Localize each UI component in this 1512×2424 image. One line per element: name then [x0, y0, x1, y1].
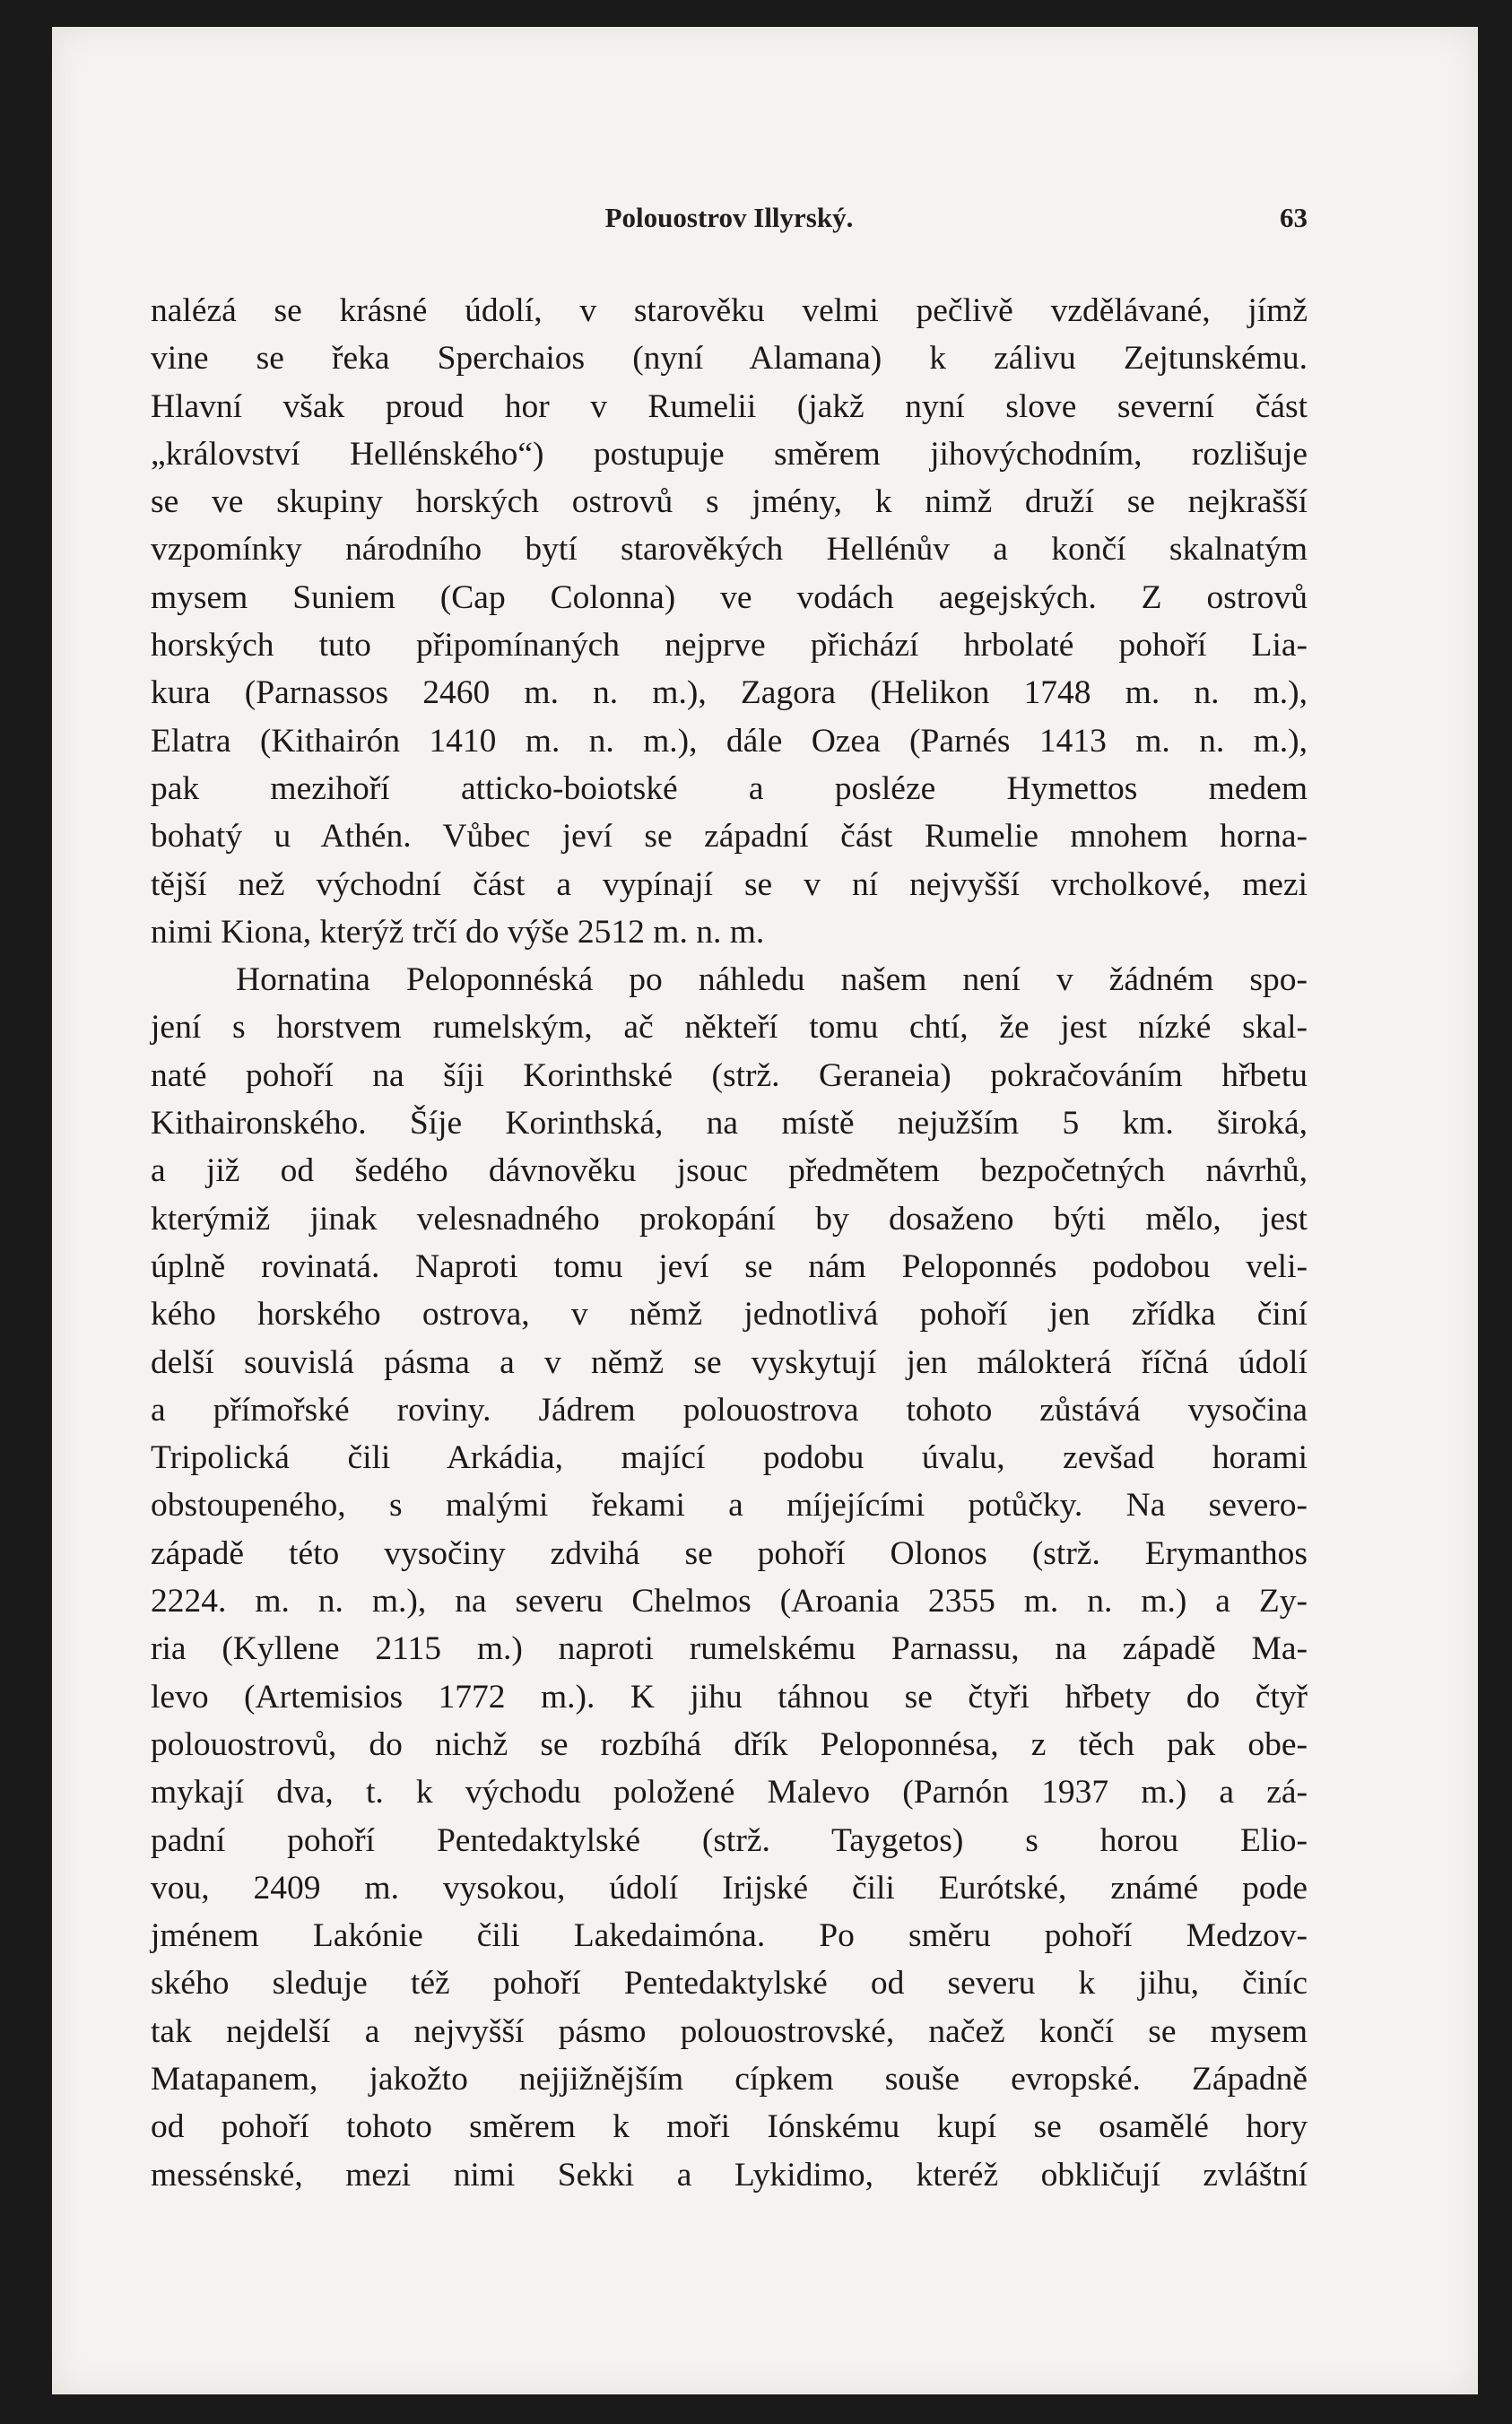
- text-line: padní pohoří Pentedaktylské (strž. Taygetos) s horou Elio-: [151, 1821, 1308, 1859]
- text-line: Kithaironského. Šíje Korinthská, na místě nejužším 5 km. široká,: [151, 1105, 1308, 1142]
- text-line: úplně rovinatá. Naproti tomu jeví se nám Peloponnés podobou veli-: [151, 1247, 1308, 1285]
- text-line: Elatra (Kithairón 1410 m. n. m.), dále Ozea (Parnés 1413 m. n. m.),: [151, 722, 1308, 760]
- text-line: západě této vysočiny zdvihá se pohoří Olonos (strž. Erymanthos: [151, 1534, 1308, 1572]
- text-line: mysem Suniem (Cap Colonna) ve vodách aegejských. Z ostrovů: [151, 578, 1308, 616]
- text-line: pak mezihoří atticko-boiotské a posléze Hymettos medem: [151, 769, 1308, 807]
- text-line: kura (Parnassos 2460 m. n. m.), Zagora (Helikon 1748 m. n. m.),: [151, 674, 1308, 712]
- text-line: vou, 2409 m. vysokou, údolí Irijské čili Eurótské, známé pode: [151, 1869, 1308, 1907]
- text-line: mykají dva, t. k východu položené Malevo (Parnón 1937 m.) a zá-: [151, 1774, 1308, 1811]
- text-line: horských tuto připomínaných nejprve přichází hrbolaté pohoří Lia-: [151, 627, 1308, 665]
- page-number: 63: [1280, 202, 1308, 233]
- text-line: a již od šedého dávnověku jsouc předmětem bezpočetných návrhů,: [151, 1152, 1308, 1190]
- text-line: se ve skupiny horských ostrovů s jmény, k nimž druží se nejkrašší: [151, 483, 1308, 521]
- text-line: kterýmiž jinak velesnadného prokopání by dosaženo býti mělo, jest: [151, 1200, 1308, 1238]
- text-line: nalézá se krásné údolí, v starověku velmi pečlivě vzdělávané, jímž: [151, 292, 1308, 329]
- text-line: jménem Lakónie čili Lakedaimóna. Po směru pohoří Medzov-: [151, 1917, 1308, 1955]
- page-header: [151, 202, 1308, 247]
- text-line: levo (Artemisios 1772 m.). K jihu táhnou se čtyři hřbety do čtyř: [151, 1678, 1308, 1716]
- text-line: kého horského ostrova, v němž jednotlivá pohoří jen zřídka činí: [151, 1296, 1308, 1334]
- book-page: [52, 27, 1478, 2394]
- text-line: „království Hellénského“) postupuje směrem jihovýchodním, rozlišuje: [151, 435, 1308, 473]
- text-line: Hornatina Peloponnéská po náhledu našem není v žádném spo-: [236, 961, 1308, 999]
- text-line: ria (Kyllene 2115 m.) naproti rumelskému Parnassu, na západě Ma-: [151, 1630, 1308, 1668]
- text-line: od pohoří tohoto směrem k moři Iónskému kupí se osamělé hory: [151, 2108, 1308, 2146]
- body-text: [151, 287, 1308, 2199]
- text-line: delší souvislá pásma a v němž se vyskytují jen málokterá říčná údolí: [151, 1343, 1308, 1381]
- text-line: Tripolická čili Arkádia, mající podobu úvalu, zevšad horami: [151, 1439, 1308, 1477]
- text-line: a přímořské roviny. Jádrem polouostrova tohoto zůstává vysočina: [151, 1391, 1308, 1429]
- text-line: vine se řeka Sperchaios (nyní Alamana) k zálivu Zejtunskému.: [151, 340, 1308, 378]
- text-line: polouostrovů, do nichž se rozbíhá dřík Peloponnésa, z těch pak obe-: [151, 1725, 1308, 1763]
- text-line: Matapanem, jakožto nejjižnějším cípkem souše evropské. Západně: [151, 2060, 1308, 2098]
- text-line: jení s horstvem rumelským, ač někteří tomu chtí, že jest nízké skal-: [151, 1009, 1308, 1047]
- text-line: messénské, mezi nimi Sekki a Lykidimo, kteréž obkličují zvláštní: [151, 2156, 1308, 2194]
- text-line: nimi Kiona, kterýž trčí do výše 2512 m. n. m.: [151, 913, 765, 951]
- running-title: Polouostrov Illyrský.: [604, 202, 854, 233]
- text-line: tější než východní část a vypínají se v ní nejvyšší vrcholkové, mezi: [151, 865, 1308, 903]
- text-line: bohatý u Athén. Vůbec jeví se západní část Rumelie mnohem horna-: [151, 818, 1308, 856]
- text-line: obstoupeného, s malými řekami a míjejícími potůčky. Na severo-: [151, 1487, 1308, 1525]
- text-line: 2224. m. n. m.), na severu Chelmos (Aroania 2355 m. n. m.) a Zy-: [151, 1583, 1308, 1620]
- text-line: tak nejdelší a nejvyšší pásmo polouostrovské, načež končí se mysem: [151, 2012, 1308, 2050]
- text-line: Hlavní však proud hor v Rumelii (jakž nyní slove severní část: [151, 387, 1308, 425]
- text-line: vzpomínky národního bytí starověkých Hellénův a končí skalnatým: [151, 531, 1308, 569]
- text-line: naté pohoří na šíji Korinthské (strž. Geraneia) pokračováním hřbetu: [151, 1056, 1308, 1094]
- text-line: ského sleduje též pohoří Pentedaktylské od severu k jihu, činíc: [151, 1965, 1308, 2003]
